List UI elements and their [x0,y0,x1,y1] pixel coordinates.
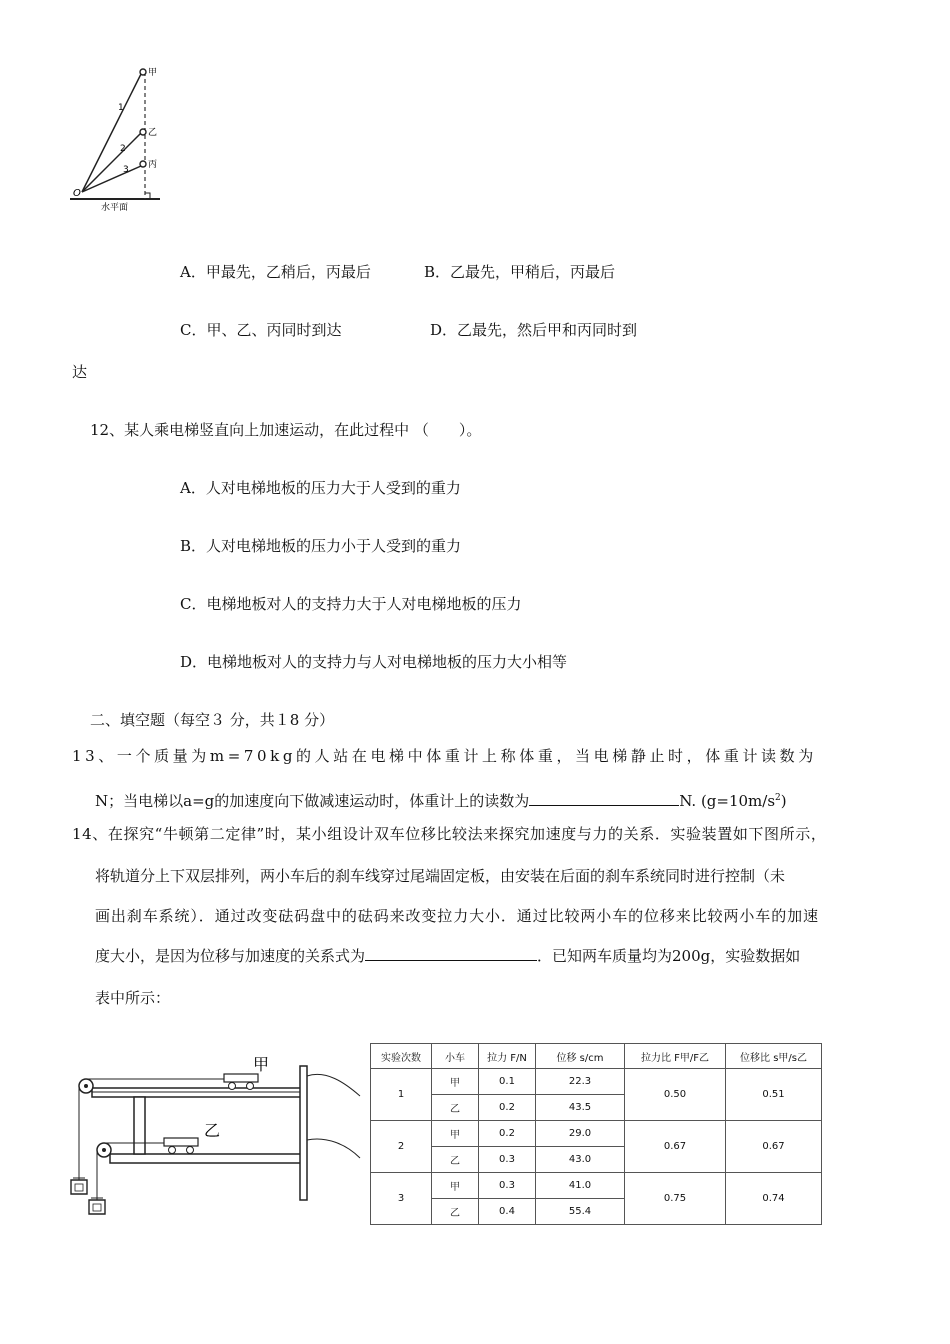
q12-option-b: B．人对电梯地板的压力小于人受到的重力 [180,537,462,555]
label-origin: O [73,188,81,199]
q14-line3: 画出刹车系统）．通过改变砝码盘中的砝码来改变拉力大小．通过比较两小车的位移来比较两小车的加速 [95,907,819,925]
cell-force: 0.4 [479,1199,536,1225]
cell-displacement-ratio: 0.51 [726,1069,822,1121]
cell-force: 0.3 [479,1147,536,1173]
q11-option-d: D．乙最先，然后甲和丙同时到 [430,321,638,339]
cell-displacement-ratio: 0.67 [726,1121,822,1173]
label-bing: 丙 [148,160,158,170]
q12-option-d: D．电梯地板对人的支持力与人对电梯地板的压力大小相等 [180,653,568,671]
cell-force-ratio: 0.50 [625,1069,726,1121]
q12-option-c: C．电梯地板对人的支持力大于人对电梯地板的压力 [180,595,522,613]
cell-displacement: 41.0 [536,1173,625,1199]
table-row [371,1173,822,1199]
cell-car: 甲 [432,1121,479,1147]
label-track1: 1 [118,103,124,113]
q14-line2: 将轨道分上下双层排列，两小车后的刹车线穿过尾端固定板，由安装在后面的刹车系统同时进行控制（未 [95,867,786,885]
cell-displacement-ratio: 0.74 [726,1173,822,1225]
cell-displacement: 55.4 [536,1199,625,1225]
cell-displacement: 22.3 [536,1069,625,1095]
label-track3: 3 [123,165,129,175]
table-row [371,1121,822,1147]
q13-answer-blank[interactable] [529,791,679,806]
label-ground: 水平面 [101,203,129,213]
cell-trial: 3 [371,1173,432,1225]
cell-force: 0.3 [479,1173,536,1199]
q13-line2-a: N；当电梯以a=g的加速度向下做减速运动时，体重计上的读数为 [95,792,530,810]
experiment-data-table [370,1043,822,1225]
cell-force-ratio: 0.67 [625,1121,726,1173]
q14-line1: 14、在探究“牛顿第二定律”时，某小组设计双车位移比较法来探究加速度与力的关系．实验装置如下图所示， [72,825,827,843]
q13-line2-c: ) [780,792,787,810]
q11-option-b: B．乙最先，甲稍后，丙最后 [424,263,616,281]
q14-line4 [95,946,800,966]
q11-option-c: C．甲、乙、丙同时到达 [180,321,342,339]
q11-option-a: A．甲最先，乙稍后，丙最后 [180,263,371,281]
cell-car: 乙 [432,1147,479,1173]
table-header-row [371,1044,822,1069]
cell-car: 乙 [432,1095,479,1121]
cell-force: 0.2 [479,1095,536,1121]
label-yi: 乙 [148,128,158,138]
cell-trial: 1 [371,1069,432,1121]
q13-line2 [95,788,787,811]
q11-option-d-continued: 达 [72,363,88,381]
q12-option-a: A．人对电梯地板的压力大于人受到的重力 [180,479,461,497]
incline-tracks-figure [66,58,178,216]
cell-car: 甲 [432,1069,479,1095]
q14-line4-b: ．已知两车质量均为200g，实验数据如 [537,947,801,965]
label-track2: 2 [120,144,126,154]
q13-line2-b: N. (g=10m/s [679,792,776,810]
q14-line4-a: 度大小，是因为位移与加速度的关系式为 [95,947,366,965]
q14-answer-blank[interactable] [365,946,537,961]
q14-line5: 表中所示： [95,989,171,1007]
header-displacement: 位移 s/cm [536,1044,625,1069]
cell-car: 乙 [432,1199,479,1225]
apparatus-figure [64,1050,364,1235]
header-car: 小车 [432,1044,479,1069]
cell-displacement: 43.5 [536,1095,625,1121]
car-yi-label: 乙 [204,1121,221,1140]
q13-unit-exponent: 2 [775,793,781,803]
header-trial: 实验次数 [371,1044,432,1069]
cell-displacement: 29.0 [536,1121,625,1147]
cell-displacement: 43.0 [536,1147,625,1173]
cell-trial: 2 [371,1121,432,1173]
header-force: 拉力 F/N [479,1044,536,1069]
car-jia-label: 甲 [253,1055,270,1074]
q13-line1: 13、一个质量为m=70kg的人站在电梯中体重计上称体重，当电梯静止时，体重计读数为 [72,747,817,765]
section-heading: 二、填空题（每空３ 分，共１8 分） [90,711,335,729]
label-jia: 甲 [148,68,158,78]
q12-stem: 12、某人乘电梯竖直向上加速运动，在此过程中 （ ）。 [90,421,482,439]
header-displacement-ratio: 位移比 s甲/s乙 [726,1044,822,1069]
table-row [371,1069,822,1095]
header-force-ratio: 拉力比 F甲/F乙 [625,1044,726,1069]
cell-force: 0.2 [479,1121,536,1147]
cell-force-ratio: 0.75 [625,1173,726,1225]
cell-force: 0.1 [479,1069,536,1095]
cell-car: 甲 [432,1173,479,1199]
